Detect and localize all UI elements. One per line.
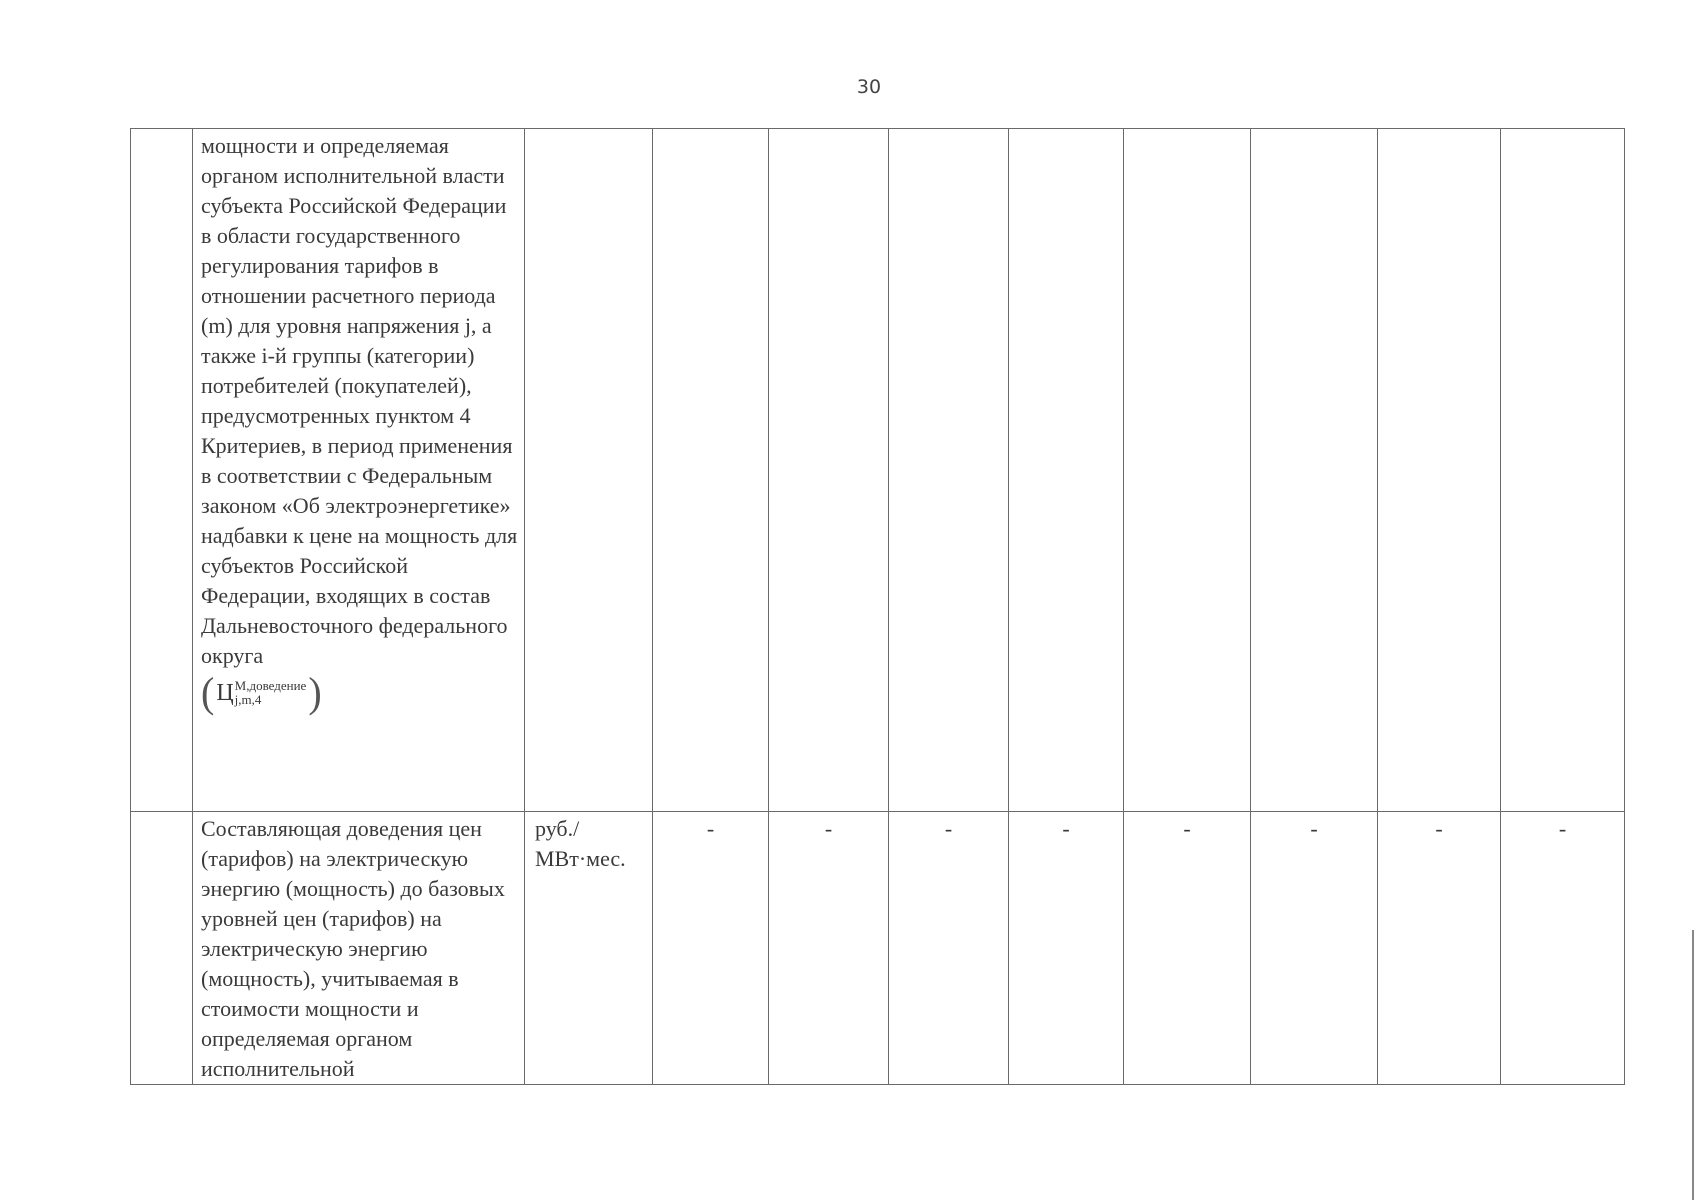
- tariff-table: [130, 128, 1625, 1085]
- unit-cell: [525, 129, 653, 812]
- value-cell: -: [1009, 812, 1124, 1085]
- value-cell: -: [653, 812, 769, 1085]
- value-cell: -: [1501, 812, 1625, 1085]
- description-cell: Составляющая доведения цен (тарифов) на электрическую энергию (мощность) до базовых уровней цен (тарифов) на электрическую энергию (мощность), учитываемая в стоимости мощности и определяемая органом исполнительной: [193, 812, 525, 1085]
- formula-notation: [201, 668, 322, 717]
- value-cell: [1124, 129, 1251, 812]
- value-cell: [1251, 129, 1378, 812]
- description-cell: [193, 129, 525, 812]
- value-cell: [769, 129, 889, 812]
- value-cell: -: [769, 812, 889, 1085]
- scan-edge-mark: [1692, 930, 1694, 1200]
- value-cell: -: [1378, 812, 1501, 1085]
- close-paren: ): [308, 668, 322, 717]
- index-cell: [131, 812, 193, 1085]
- description-text: мощности и определяемая органом исполнительной власти субъекта Российской Федерации в области государственного регулирования тарифов в отношении расчетного периода (m) для уровня напряжения j, а также i-й группы (категории) потребителей (покупателей), предусмотренных пунктом 4 Критериев, в период применения в соответствии с Федеральным законом «Об электроэнергетике» надбавки к цене на мощность для субъектов Российской Федерации, входящих в состав Дальневосточного федерального округа: [201, 133, 518, 668]
- formula-scripts: [235, 679, 307, 707]
- table-row: [131, 129, 1625, 812]
- table-row: [131, 812, 1625, 1085]
- index-cell: [131, 129, 193, 812]
- value-cell: [889, 129, 1009, 812]
- formula-superscript: М,доведение: [234, 678, 307, 693]
- formula-symbol: Ц: [216, 680, 234, 706]
- formula-subscript: j,m,4: [234, 692, 262, 707]
- value-cell: -: [1124, 812, 1251, 1085]
- value-cell: [1009, 129, 1124, 812]
- value-cell: [1501, 129, 1625, 812]
- value-cell: [1378, 129, 1501, 812]
- value-cell: [653, 129, 769, 812]
- value-cell: -: [889, 812, 1009, 1085]
- page-number: 30: [856, 76, 882, 98]
- unit-cell: руб./ МВт·мес.: [525, 812, 653, 1085]
- value-cell: -: [1251, 812, 1378, 1085]
- open-paren: (: [201, 668, 215, 717]
